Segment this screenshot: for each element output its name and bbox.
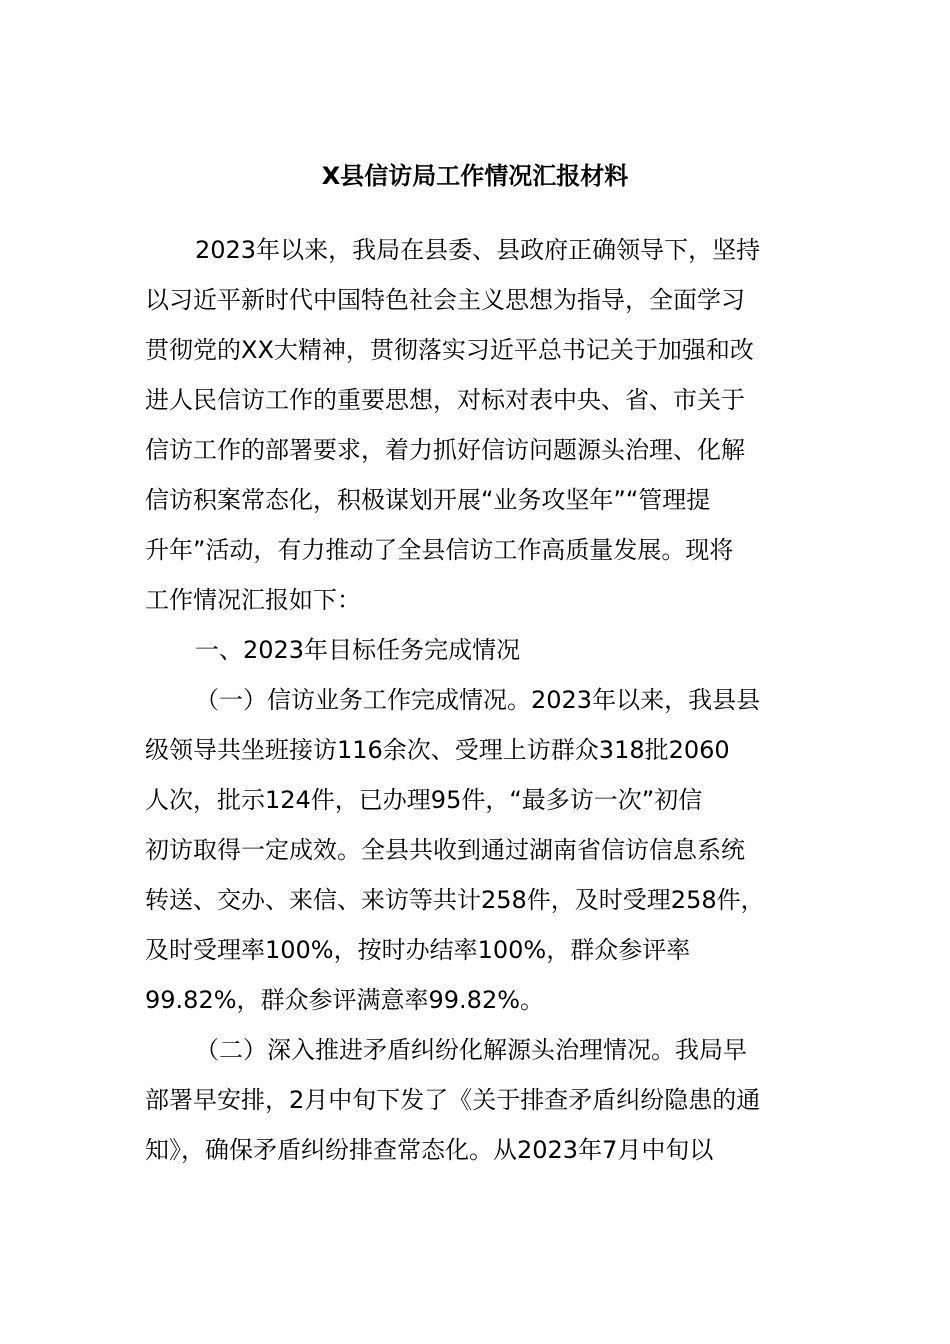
paragraph-line: 以习近平新时代中国特色社会主义思想为指导，全面学习 — [145, 286, 745, 314]
document-title: X县信访局工作情况汇报材料 — [321, 162, 629, 190]
paragraph-line: 转送、交办、来信、来访等共计258件，及时受理258件， — [145, 886, 765, 914]
paragraph-line: 升年”活动，有力推动了全县信访工作高质量发展。现将 — [145, 536, 734, 564]
paragraph-line: （一）信访业务工作完成情况。2023年以来，我县县 — [195, 686, 761, 714]
paragraph-line: 知》，确保矛盾纠纷排查常态化。从2023年7月中旬以 — [145, 1136, 714, 1164]
paragraph-line: （二）深入推进矛盾纠纷化解源头治理情况。我局早 — [195, 1036, 747, 1064]
paragraph-line: 进人民信访工作的重要思想，对标对表中央、省、市关于 — [145, 386, 745, 414]
paragraph-line: 贯彻党的XX大精神，贯彻落实习近平总书记关于加强和改 — [145, 336, 754, 364]
paragraph-line: 99.82%，群众参评满意率99.82%。 — [145, 986, 545, 1014]
section-heading: 一、2023年目标任务完成情况 — [195, 636, 521, 664]
paragraph-line: 及时受理率100%，按时办结率100%，群众参评率 — [145, 936, 691, 964]
paragraph-line: 初访取得一定成效。全县共收到通过湖南省信访信息系统 — [145, 836, 745, 864]
paragraph-line: 信访积案常态化，积极谋划开展“业务攻坚年”“管理提 — [145, 486, 711, 514]
paragraph-line: 级领导共坐班接访116余次、受理上访群众318批2060 — [145, 736, 730, 764]
paragraph-line: 人次，批示124件，已办理95件，“最多访一次”初信 — [145, 786, 703, 814]
paragraph-line: 信访工作的部署要求，着力抓好信访问题源头治理、化解 — [145, 436, 745, 464]
paragraph-line: 2023年以来，我局在县委、县政府正确领导下，坚持 — [195, 236, 761, 264]
paragraph-line: 部署早安排，2月中旬下发了《关于排查矛盾纠纷隐患的通 — [145, 1086, 761, 1114]
paragraph-line: 工作情况汇报如下： — [145, 586, 361, 614]
